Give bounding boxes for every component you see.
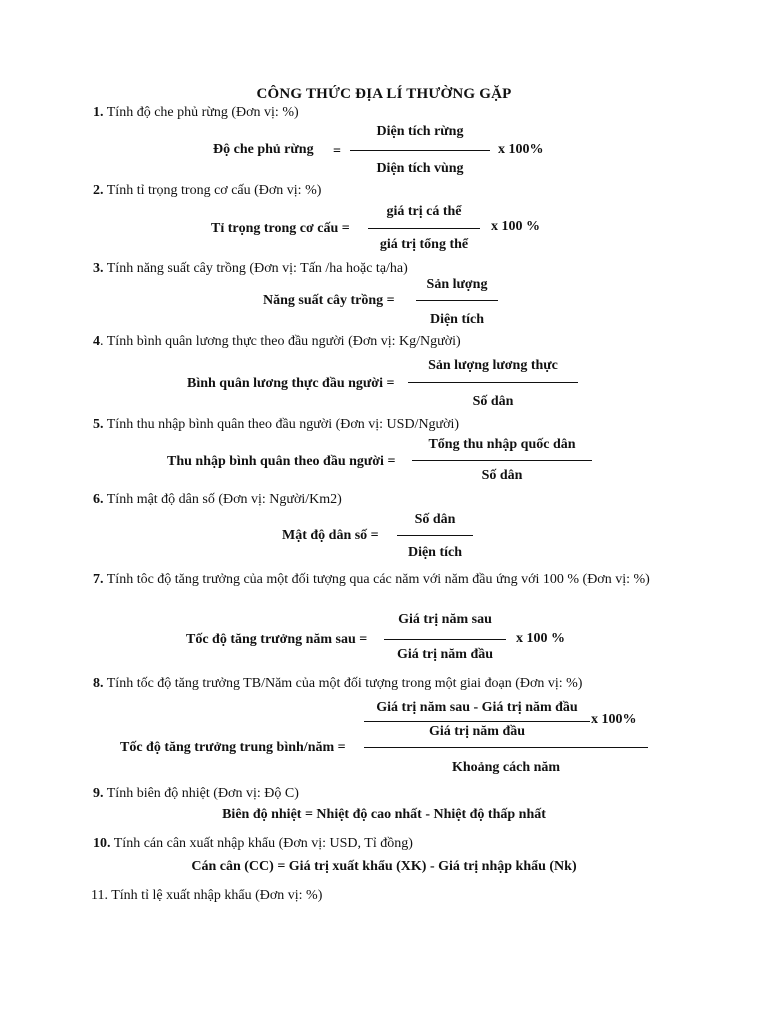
formula-2-numerator: giá trị cá thể [386,204,462,219]
formula-8-multiplier: x 100% [591,712,637,727]
item-number: 4 [93,334,100,349]
item-description: Tính năng suất cây trồng (Đơn vị: Tấn /ha hoặc tạ/ha) [103,261,408,276]
item-2-heading [93,182,321,200]
item-description: . Tính bình quân lương thực theo đầu người (Đơn vị: Kg/Người) [100,334,461,349]
item-number: 1. [93,105,104,120]
item-description: Tính thu nhập bình quân theo đầu người (Đơn vị: USD/Người) [103,417,460,432]
formula-6-lhs: Mật độ dân số = [282,528,379,543]
item-1-heading [93,104,299,122]
formula-8-inner-fraction-bar [364,721,590,722]
item-number: 2. [93,183,104,198]
formula-4-denominator: Số dân [472,394,514,409]
formula-5-fraction-bar [412,460,592,461]
formula-4-fraction-bar [408,382,578,383]
formula-7-lhs: Tốc độ tăng trưởng năm sau = [186,632,368,647]
item-number: 6. [93,492,104,507]
formula-5-lhs: Thu nhập bình quân theo đầu người = [167,454,396,469]
formula-8-main-fraction-bar [364,747,648,748]
page-title: CÔNG THỨC ĐỊA LÍ THƯỜNG GẶP [256,86,512,102]
formula-7-fraction-bar [384,639,506,640]
item-description: Tính độ che phủ rừng (Đơn vị: %) [103,105,299,120]
formula-5-numerator: Tổng thu nhập quốc dân [428,437,576,452]
item-5-heading [93,416,459,434]
formula-3-denominator: Diện tích [429,312,485,327]
item-number: 11. [91,888,108,903]
formula-10: Cán cân (CC) = Giá trị xuất khẩu (XK) - Giá trị nhập khẩu (Nk) [191,859,577,874]
formula-1-denominator: Diện tích vùng [376,161,464,176]
formula-7-denominator: Giá trị năm đầu [396,647,494,662]
formula-8-inner-numerator: Giá trị năm sau - Giá trị năm đầu [376,700,578,715]
item-number: 7. [93,572,104,587]
item-9-heading [93,785,299,803]
formula-1-lhs: Độ che phủ rừng [213,142,314,157]
item-10-heading [93,835,413,853]
item-description: Tính cán cân xuất nhập khẩu (Đơn vị: USD, Tỉ đồng) [110,836,413,851]
formula-7-multiplier: x 100 % [516,631,565,646]
formula-8-inner-denominator: Giá trị năm đầu [428,724,526,739]
formula-6-fraction-bar [397,535,473,536]
formula-8-denominator: Khoảng cách năm [451,760,561,775]
formula-8-lhs: Tốc độ tăng trưởng trung bình/năm = [120,740,346,755]
formula-6-numerator: Số dân [414,512,456,527]
item-description: Tính tỉ trọng trong cơ cấu (Đơn vị: %) [103,183,322,198]
formula-1-numerator: Diện tích rừng [376,124,464,139]
item-description: Tính tôc độ tăng trưởng của một đối tượng qua các năm với năm đầu ứng với 100 % (Đơn vị: %) [103,572,650,587]
item-description: Tính mật độ dân số (Đơn vị: Người/Km2) [103,492,342,507]
formula-1-multiplier: x 100% [498,142,544,157]
item-11-heading [91,887,322,905]
formula-2-lhs: Tỉ trọng trong cơ cấu = [211,221,350,236]
item-6-heading [93,491,342,509]
item-description: Tính tỉ lệ xuất nhập khẩu (Đơn vị: %) [107,888,323,903]
item-7-heading [93,571,673,589]
item-description: Tính biên độ nhiệt (Đơn vị: Độ C) [103,786,299,801]
formula-3-numerator: Sản lượng [426,277,488,292]
formula-9: Biên độ nhiệt = Nhiệt độ cao nhất - Nhiệt độ thấp nhất [222,807,546,822]
formula-2-denominator: giá trị tổng thể [379,237,469,252]
formula-6-denominator: Diện tích [407,545,463,560]
formula-2-multiplier: x 100 % [491,219,540,234]
item-4-heading [93,333,461,351]
formula-2-fraction-bar [368,228,480,229]
formula-3-fraction-bar [416,300,498,301]
item-number: 3. [93,261,104,276]
formula-4-numerator: Sản lượng lương thực [428,358,558,373]
item-3-heading [93,260,408,278]
item-number: 8. [93,676,104,691]
formula-3-lhs: Năng suất cây trồng = [263,293,395,308]
formula-7-numerator: Giá trị năm sau [398,612,492,627]
item-number: 5. [93,417,104,432]
formula-1-equals: = [333,144,341,159]
item-number: 9. [93,786,104,801]
item-8-heading [93,675,582,693]
formula-1-fraction-bar [350,150,490,151]
item-number: 10. [93,836,111,851]
item-description: Tính tốc độ tăng trưởng TB/Năm của một đối tượng trong một giai đoạn (Đơn vị: %) [103,676,583,691]
formula-5-denominator: Số dân [481,468,523,483]
formula-4-lhs: Bình quân lương thực đầu người = [187,376,395,391]
